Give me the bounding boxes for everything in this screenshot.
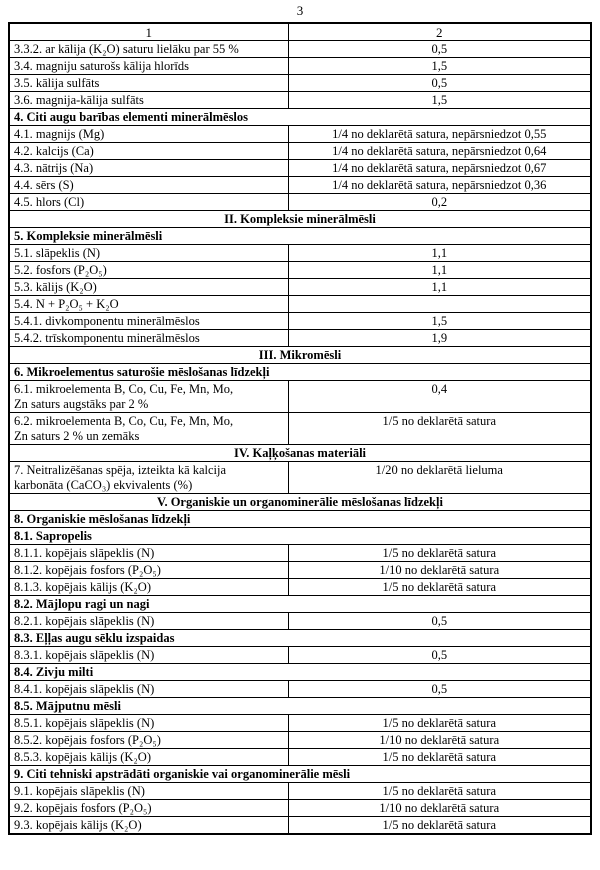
section-row (9, 596, 591, 613)
table-row (9, 279, 591, 296)
table-row (9, 75, 591, 92)
cell-parameter: 9.3. kopējais kālijs (K₂O) (9, 817, 288, 835)
cell-parameter: 3.4. magniju saturošs kālija hlorīds (9, 58, 288, 75)
table-row (9, 262, 591, 279)
cell-parameter: 5.2. fosfors (P₂O₅) (9, 262, 288, 279)
column-header-row (9, 23, 591, 41)
cell-parameter: 5.3. kālijs (K₂O) (9, 279, 288, 296)
section-row (9, 211, 591, 228)
table-row (9, 715, 591, 732)
table-row (9, 613, 591, 630)
section-title: II. Kompleksie minerālmēsli (9, 211, 591, 228)
cell-parameter: 4.2. kalcijs (Ca) (9, 143, 288, 160)
section-title: 8.5. Mājputnu mēsli (9, 698, 591, 715)
cell-parameter: 8.4.1. kopējais slāpeklis (N) (9, 681, 288, 698)
cell-value: 1/10 no deklarētā satura (288, 562, 591, 579)
cell-parameter: 5.4. N + P₂O₅ + K₂O (9, 296, 288, 313)
cell-value: 0,4 (288, 381, 591, 413)
section-title: IV. Kaļķošanas materiāli (9, 445, 591, 462)
cell-parameter: 5.1. slāpeklis (N) (9, 245, 288, 262)
table-row (9, 413, 591, 445)
cell-parameter: 4.4. sērs (S) (9, 177, 288, 194)
cell-value: 1/4 no deklarētā satura, nepārsniedzot 0,55 (288, 126, 591, 143)
cell-value: 1/5 no deklarētā satura (288, 817, 591, 835)
table-row (9, 647, 591, 664)
cell-value: 0,5 (288, 681, 591, 698)
table-row (9, 681, 591, 698)
section-row (9, 347, 591, 364)
table-row (9, 92, 591, 109)
table-row (9, 749, 591, 766)
cell-parameter: 9.1. kopējais slāpeklis (N) (9, 783, 288, 800)
cell-parameter: 3.6. magnija-kālija sulfāts (9, 92, 288, 109)
cell-value: 0,2 (288, 194, 591, 211)
cell-parameter: 4.3. nātrijs (Na) (9, 160, 288, 177)
section-row (9, 528, 591, 545)
cell-value: 0,5 (288, 647, 591, 664)
cell-value: 1,1 (288, 245, 591, 262)
cell-value (288, 296, 591, 313)
cell-parameter: 8.1.1. kopējais slāpeklis (N) (9, 545, 288, 562)
cell-parameter: 8.5.1. kopējais slāpeklis (N) (9, 715, 288, 732)
table-row (9, 330, 591, 347)
cell-parameter: 3.3.2. ar kālija (K₂O) saturu lielāku par 55 % (9, 41, 288, 58)
cell-parameter: 8.1.3. kopējais kālijs (K₂O) (9, 579, 288, 596)
cell-value: 1/5 no deklarētā satura (288, 749, 591, 766)
table-row (9, 194, 591, 211)
cell-parameter: 8.5.3. kopējais kālijs (K₂O) (9, 749, 288, 766)
section-title: 8.4. Zivju milti (9, 664, 591, 681)
cell-value: 1/5 no deklarētā satura (288, 413, 591, 445)
section-title: V. Organiskie un organominerālie mēslošanas līdzekļi (9, 494, 591, 511)
section-row (9, 109, 591, 126)
cell-value: 1/5 no deklarētā satura (288, 715, 591, 732)
table-row (9, 313, 591, 330)
section-row (9, 228, 591, 245)
column-header: 1 (9, 23, 288, 41)
column-header: 2 (288, 23, 591, 41)
section-title: 6. Mikroelementus saturošie mēslošanas līdzekļi (9, 364, 591, 381)
cell-value: 1/20 no deklarētā lieluma (288, 462, 591, 494)
section-title: 4. Citi augu barības elementi minerālmēslos (9, 109, 591, 126)
table-body (9, 23, 591, 834)
cell-value: 1/10 no deklarētā satura (288, 732, 591, 749)
table-row (9, 58, 591, 75)
fertilizer-tolerance-table (8, 22, 592, 835)
section-row (9, 698, 591, 715)
cell-parameter: 9.2. kopējais fosfors (P₂O₅) (9, 800, 288, 817)
section-row (9, 511, 591, 528)
cell-value: 1,5 (288, 313, 591, 330)
cell-parameter: 6.1. mikroelementa B, Co, Cu, Fe, Mn, Mo, Zn saturs augstāks par 2 % (9, 381, 288, 413)
section-row (9, 766, 591, 783)
section-row (9, 445, 591, 462)
table-row (9, 579, 591, 596)
section-title: III. Mikromēsli (9, 347, 591, 364)
cell-value: 1/5 no deklarētā satura (288, 579, 591, 596)
cell-parameter: 8.3.1. kopējais slāpeklis (N) (9, 647, 288, 664)
cell-parameter: 5.4.2. trīskomponentu minerālmēslos (9, 330, 288, 347)
table-row (9, 462, 591, 494)
table-row (9, 245, 591, 262)
cell-value: 0,5 (288, 613, 591, 630)
cell-value: 1,5 (288, 58, 591, 75)
table-row (9, 800, 591, 817)
cell-value: 1,1 (288, 262, 591, 279)
table-row (9, 783, 591, 800)
section-row (9, 364, 591, 381)
section-title: 8.1. Sapropelis (9, 528, 591, 545)
cell-value: 1,9 (288, 330, 591, 347)
cell-value: 1/10 no deklarētā satura (288, 800, 591, 817)
table-row (9, 545, 591, 562)
cell-value: 0,5 (288, 75, 591, 92)
table-row (9, 732, 591, 749)
section-title: 8. Organiskie mēslošanas līdzekļi (9, 511, 591, 528)
table-row (9, 143, 591, 160)
cell-parameter: 8.1.2. kopējais fosfors (P₂O₅) (9, 562, 288, 579)
table-row (9, 177, 591, 194)
section-row (9, 664, 591, 681)
table-row (9, 296, 591, 313)
cell-parameter: 8.2.1. kopējais slāpeklis (N) (9, 613, 288, 630)
section-title: 8.2. Mājlopu ragi un nagi (9, 596, 591, 613)
cell-parameter: 7. Neitralizēšanas spēja, izteikta kā kalcija karbonāta (CaCO₃) ekvivalents (%) (9, 462, 288, 494)
cell-parameter: 4.5. hlors (Cl) (9, 194, 288, 211)
cell-parameter: 6.2. mikroelementa B, Co, Cu, Fe, Mn, Mo, Zn saturs 2 % un zemāks (9, 413, 288, 445)
table-row (9, 160, 591, 177)
cell-value: 1/4 no deklarētā satura, nepārsniedzot 0,36 (288, 177, 591, 194)
table-row (9, 817, 591, 835)
section-row (9, 630, 591, 647)
section-title: 5. Kompleksie minerālmēsli (9, 228, 591, 245)
section-title: 9. Citi tehniski apstrādāti organiskie vai organominerālie mēsli (9, 766, 591, 783)
cell-value: 1/4 no deklarētā satura, nepārsniedzot 0,64 (288, 143, 591, 160)
page-number: 3 (296, 3, 304, 18)
cell-value: 1/5 no deklarētā satura (288, 783, 591, 800)
cell-value: 0,5 (288, 41, 591, 58)
cell-value: 1/5 no deklarētā satura (288, 545, 591, 562)
table-row (9, 381, 591, 413)
cell-value: 1/4 no deklarētā satura, nepārsniedzot 0,67 (288, 160, 591, 177)
table-row (9, 562, 591, 579)
cell-parameter: 3.5. kālija sulfāts (9, 75, 288, 92)
cell-value: 1,1 (288, 279, 591, 296)
cell-value: 1,5 (288, 92, 591, 109)
section-title: 8.3. Eļļas augu sēklu izspaidas (9, 630, 591, 647)
table-row (9, 41, 591, 58)
cell-parameter: 5.4.1. divkomponentu minerālmēslos (9, 313, 288, 330)
section-row (9, 494, 591, 511)
cell-parameter: 4.1. magnijs (Mg) (9, 126, 288, 143)
cell-parameter: 8.5.2. kopējais fosfors (P₂O₅) (9, 732, 288, 749)
table-row (9, 126, 591, 143)
